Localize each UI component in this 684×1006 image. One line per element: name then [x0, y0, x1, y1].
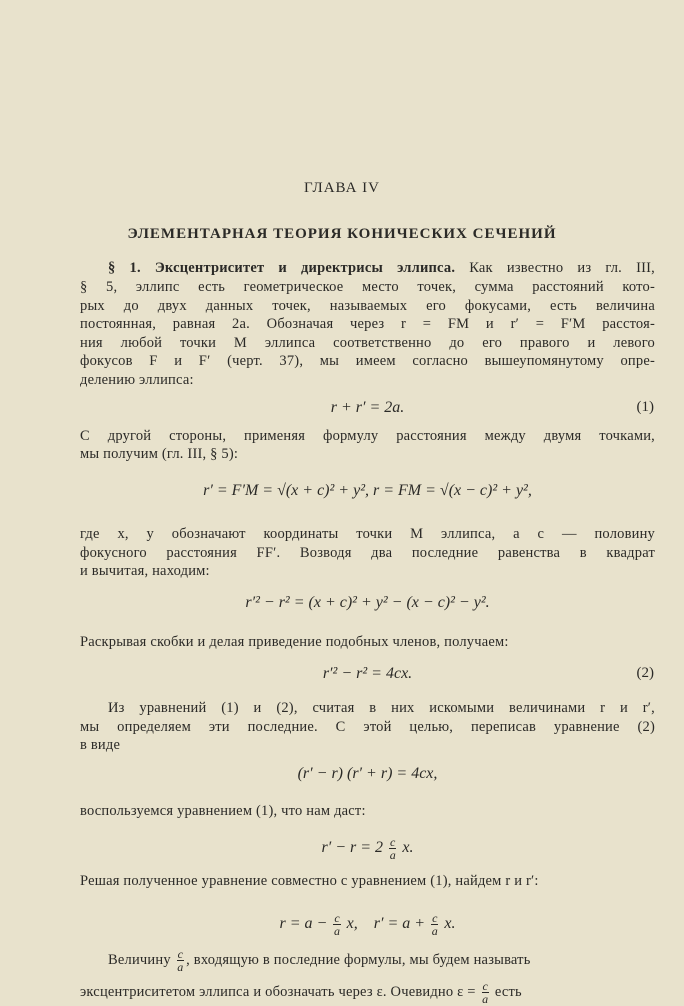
paragraph-line: воспользуемся уравнением (1), что нам даст:	[80, 803, 366, 819]
denominator: a	[389, 848, 396, 862]
paragraph-line: и вычитая, находим:	[80, 563, 210, 579]
fraction	[431, 912, 438, 937]
text: x,	[346, 915, 358, 933]
text: есть	[494, 983, 522, 1000]
text: Как известно из гл. III,	[469, 260, 655, 276]
fraction	[482, 980, 490, 1005]
paragraph-line: постоянная, равная 2a. Обозначая через r = FM и r′ = F′M расстоя-	[80, 316, 655, 332]
paragraph-line: § 5, эллипс есть геометрическое место точек, сумма расстояний кото-	[80, 279, 655, 295]
equation-distance: r′ = F′M = √(x + c)² + y², r = FM = √(x − c)² + y²,	[203, 482, 532, 499]
paragraph-line: С другой стороны, применяя формулу расстояния между двумя точками,	[80, 428, 655, 444]
equation-number: (1)	[636, 399, 654, 415]
paragraph-line: ния любой точки M эллипса соответственно до его правого и левого	[80, 335, 655, 351]
fraction	[177, 948, 185, 973]
text: эксцентриситетом эллипса и обозначать через ε. Очевидно ε =	[80, 983, 476, 1000]
text: Величину	[108, 951, 171, 968]
equation-product: (r′ − r) (r′ + r) = 4cx,	[297, 765, 438, 782]
chapter-number: ГЛАВА IV	[303, 180, 381, 196]
paragraph-line: Из уравнений (1) и (2), считая в них искомыми величинами r и r′,	[108, 700, 655, 716]
paragraph-line	[80, 980, 655, 1005]
paragraph-line: в виде	[80, 737, 121, 753]
paragraph-line: где x, y обозначают координаты точки M эллипса, а c — половину	[80, 526, 655, 542]
text: r′ = a +	[373, 915, 426, 933]
paragraph-line	[108, 948, 655, 973]
chapter-title: ЭЛЕМЕНТАРНАЯ ТЕОРИЯ КОНИЧЕСКИХ СЕЧЕНИЙ	[127, 226, 557, 242]
text: r′ − r = 2	[321, 839, 384, 857]
paragraph-line: фокусов F и F′ (черт. 37), мы имеем согласно вышеупомянутому опре-	[80, 353, 655, 369]
paragraph-line: делению эллипса:	[80, 372, 194, 388]
numerator: c	[432, 911, 438, 925]
paragraph-line: фокусного расстояния FF′. Возводя два последние равенства в квадрат	[80, 545, 655, 561]
paragraph-line: рых до двух данных точек, называемых его фокусами, есть величина	[80, 298, 655, 314]
equation-2: r′² − r² = 4cx.	[322, 665, 413, 682]
denominator: a	[177, 960, 184, 974]
paragraph-line: мы определяем эти последние. С этой целью, переписав уравнение (2)	[80, 719, 655, 735]
denominator: a	[333, 924, 340, 938]
paragraph-line: Решая полученное уравнение совместно с уравнением (1), найдем r и r′:	[80, 873, 539, 889]
text: x.	[444, 915, 456, 933]
equation-difference	[80, 836, 655, 861]
paragraph-line: мы получим (гл. III, § 5):	[80, 446, 239, 462]
paragraph-line	[108, 259, 655, 277]
numerator: c	[177, 947, 184, 961]
text: x.	[402, 839, 414, 857]
equation-solution	[80, 912, 655, 937]
text: r = a −	[279, 915, 328, 933]
fraction	[389, 836, 396, 861]
equation-squares: r′² − r² = (x + c)² + y² − (x − c)² − y².	[245, 594, 490, 611]
numerator: c	[334, 911, 340, 925]
fraction	[333, 912, 340, 937]
text: , входящую в последние формулы, мы будем называть	[186, 951, 531, 968]
paragraph-line: Раскрывая скобки и делая приведение подобных членов, получаем:	[80, 634, 509, 650]
section-heading: § 1. Эксцентриситет и директрисы эллипса.	[108, 260, 456, 276]
numerator: c	[390, 835, 396, 849]
equation-number: (2)	[636, 665, 654, 681]
denominator: a	[482, 992, 489, 1006]
equation-1: r + r′ = 2a.	[330, 399, 405, 416]
denominator: a	[431, 924, 438, 938]
numerator: c	[482, 979, 489, 993]
